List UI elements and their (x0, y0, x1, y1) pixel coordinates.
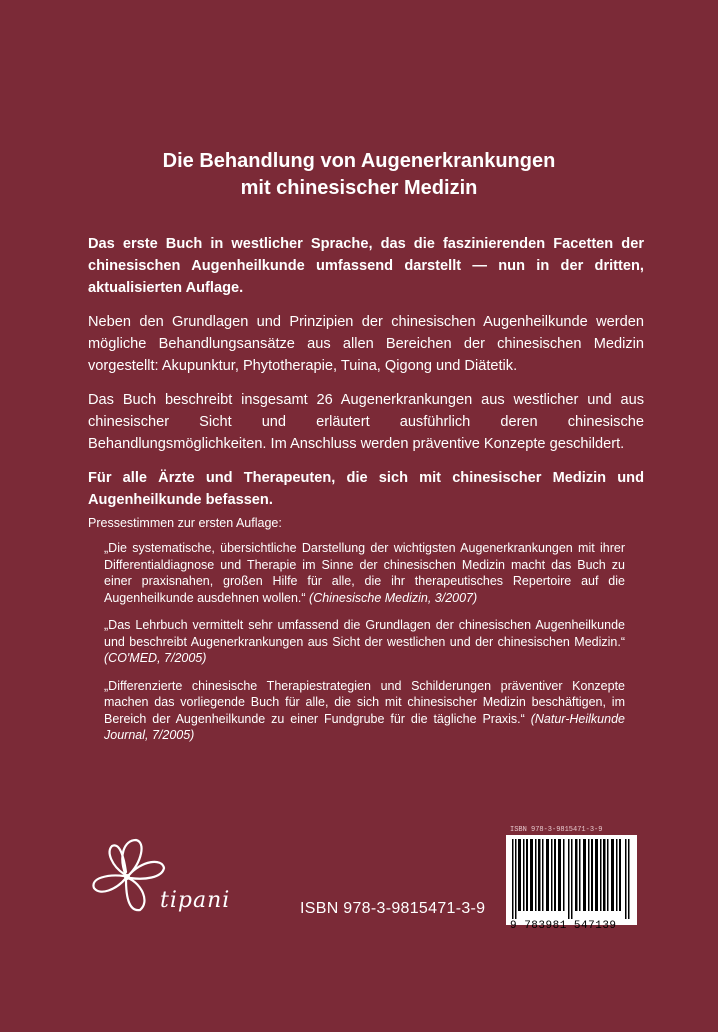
content-paragraph: Neben den Grundlagen und Prinzipien der chinesischen Augenheilkunde werden mögliche Behandlungsansätze aus allen Bereichen der chinesischen Medizin vorgestellt: Akupunktur, Phytotherapie, Tuina, Qigong und Diätetik. (88, 314, 644, 374)
quote-text: „Differenzierte chinesische Therapiestrategien und Schilderungen präventiver Konzepte machen das vorliegende Buch für alle, die sich mit chinesischer Medizin beschäftigen, im Bereich der Augenheilkunde zu einer Fundgrube für die tägliche Praxis.“ (104, 678, 625, 726)
press-quote (104, 678, 625, 744)
audience-paragraph: Für alle Ärzte und Therapeuten, die sich mit chinesischer Medizin und Augenheilkunde befassen. (88, 470, 644, 508)
press-quotes (104, 540, 625, 755)
quote-text: „Das Lehrbuch vermittelt sehr umfassend die Grundlagen der chinesischen Augenheilkunde und beschreibt Augenerkrankungen aus Sicht der westlichen und der chinesischen Medizin.“ (104, 618, 625, 649)
blurb (88, 233, 644, 523)
content-paragraph: Das Buch beschreibt insgesamt 26 Augenerkrankungen aus westlicher und aus chinesischer Sicht und erläutert ausführlich deren chinesische Behandlungsmöglichkeiten. Im Anschluss werden präventive Konzepte geschildert. (88, 392, 644, 452)
title-line-2: mit chinesischer Medizin (240, 177, 478, 199)
press-quote (104, 540, 625, 606)
quote-source: (CO'MED, 7/2005) (104, 651, 207, 665)
press-quote (104, 617, 625, 667)
barcode-top-text: ISBN 978-3-9815471-3-9 (510, 826, 603, 834)
publisher-logo-text: tipani (160, 888, 231, 913)
title-line-1: Die Behandlung von Augenerkrankungen (162, 150, 556, 172)
isbn-text: ISBN 978-3-9815471-3-9 (300, 900, 486, 917)
barcode (506, 835, 637, 925)
book-title (0, 148, 718, 202)
quote-source: (Natur-Heilkunde Journal, 7/2005) (104, 711, 625, 742)
barcode-number: 9 783981 547139 (510, 920, 617, 932)
intro-paragraph: Das erste Buch in westlicher Sprache, das die faszinierenden Facetten der chinesischen Augenheilkunde umfassend darstellt — nun in der dritten, aktualisierten Auflage. (88, 236, 644, 296)
quote-source: (Chinesische Medizin, 3/2007) (309, 590, 478, 605)
quote-text: „Die systematische, übersichtliche Darstellung der wichtigsten Augenerkrankungen mit ihrer Differentialdiagnose und Therapie im Sinne der chinesischen Medizin macht das Buch zu einer praxisnahen, großen Hilfe für alle, die ihr therapeutisches Repertoire auf die Augenheilkunde ausdehnen wollen.“ (104, 541, 625, 605)
press-label: Pressestimmen zur ersten Auflage: (88, 516, 282, 530)
